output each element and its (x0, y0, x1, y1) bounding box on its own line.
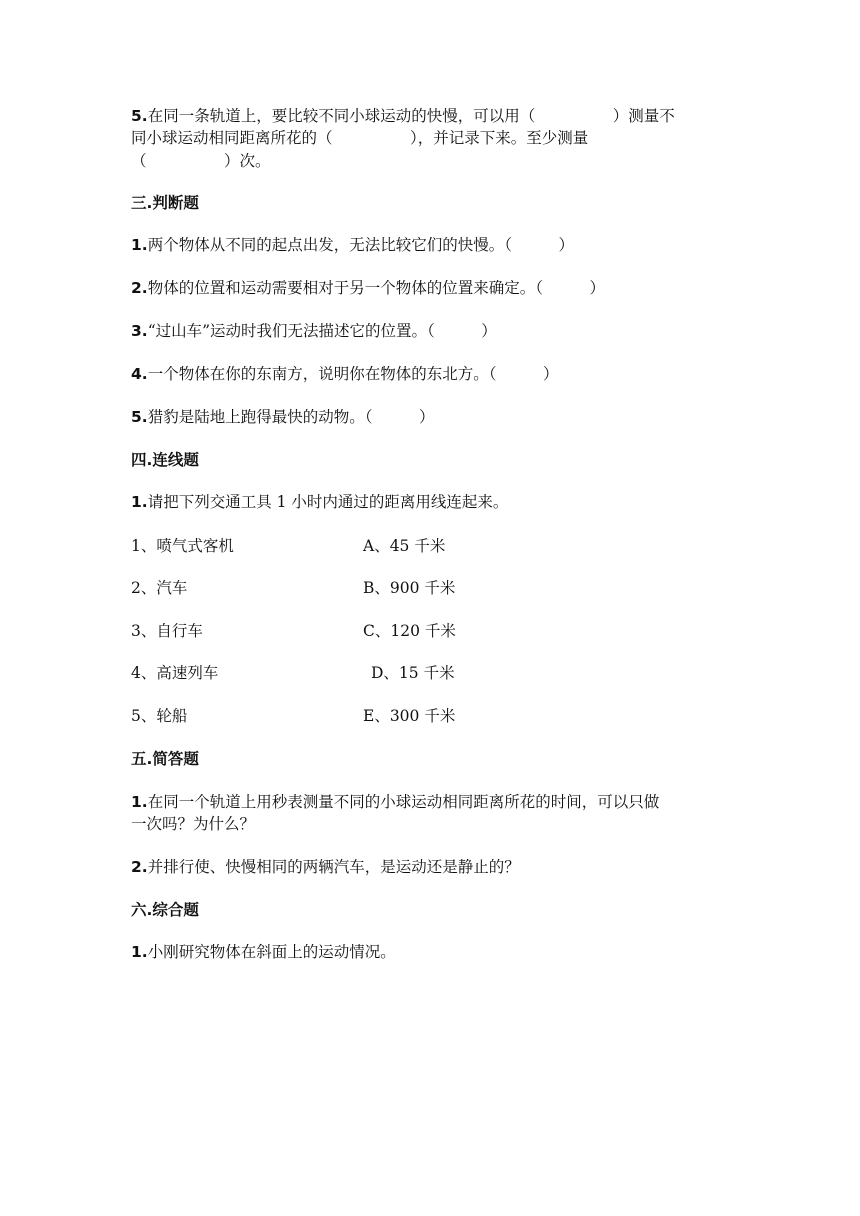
question-text: 并排行使、快慢相同的两辆汽车，是运动还是静止的？ (147, 858, 520, 876)
question-text: 一个物体在你的东南方，说明你在物体的东北方。（ ） (147, 365, 559, 383)
matching-right-item-d: D、15 千米 (371, 664, 455, 682)
question-number: 2. (131, 279, 148, 297)
matching-right-item-c: C、120 千米 (363, 622, 456, 640)
question-text: 在同一条轨道上，要比较不同小球运动的快慢，可以用（ ）测量不 (147, 107, 675, 125)
section-3-title: 三.判断题 (131, 194, 199, 212)
judge-question-5 (131, 407, 434, 427)
section-5-title: 五.简答题 (131, 750, 199, 768)
matching-left-item-2: 2、汽车 (131, 579, 188, 597)
question-text: 请把下列交通工具 1 小时内通过的距离用线连起来。 (147, 493, 509, 511)
judge-question-4 (131, 364, 558, 384)
short-answer-1-line-1 (131, 792, 659, 812)
question-text: 在同一个轨道上用秒表测量不同的小球运动相同距离所花的时间，可以只做 (147, 793, 660, 811)
question-number: 1. (131, 493, 148, 511)
question-number: 1. (131, 793, 148, 811)
question-number: 3. (131, 322, 148, 340)
question-text: 两个物体从不同的起点出发，无法比较它们的快慢。（ ） (147, 236, 574, 254)
question-text: 物体的位置和运动需要相对于另一个物体的位置来确定。（ ） (147, 279, 605, 297)
comprehensive-question-1 (131, 942, 396, 962)
question-number: 2. (131, 858, 148, 876)
matching-left-item-1: 1、喷气式客机 (131, 537, 234, 555)
fill-question-5-line-2: 同小球运动相同距离所花的（ ），并记录下来。至少测量 (131, 129, 589, 147)
judge-question-3 (131, 321, 497, 341)
question-text: “过山车”运动时我们无法描述它的位置。（ ） (147, 322, 497, 340)
fill-question-5-line-1 (131, 106, 675, 126)
question-text: 小刚研究物体在斜面上的运动情况。 (147, 943, 396, 961)
section-4-title: 四.连线题 (131, 451, 199, 469)
matching-left-item-4: 4、高速列车 (131, 664, 219, 682)
judge-question-1 (131, 235, 574, 255)
question-number: 4. (131, 365, 148, 383)
matching-right-item-e: E、300 千米 (363, 707, 456, 725)
judge-question-2 (131, 278, 605, 298)
matching-left-item-5: 5、轮船 (131, 707, 188, 725)
short-answer-2 (131, 857, 520, 877)
short-answer-1-line-2: 一次吗？为什么？ (131, 815, 256, 833)
question-number: 1. (131, 943, 148, 961)
section-6-title: 六.综合题 (131, 901, 199, 919)
question-number: 5. (131, 107, 148, 125)
matching-intro (131, 492, 508, 512)
question-number: 1. (131, 236, 148, 254)
matching-left-item-3: 3、自行车 (131, 622, 203, 640)
matching-right-item-a: A、45 千米 (363, 537, 446, 555)
fill-question-5-line-3: （ ）次。 (131, 152, 271, 170)
question-text: 猎豹是陆地上跑得最快的动物。（ ） (147, 408, 435, 426)
matching-right-item-b: B、900 千米 (363, 579, 456, 597)
question-number: 5. (131, 408, 148, 426)
